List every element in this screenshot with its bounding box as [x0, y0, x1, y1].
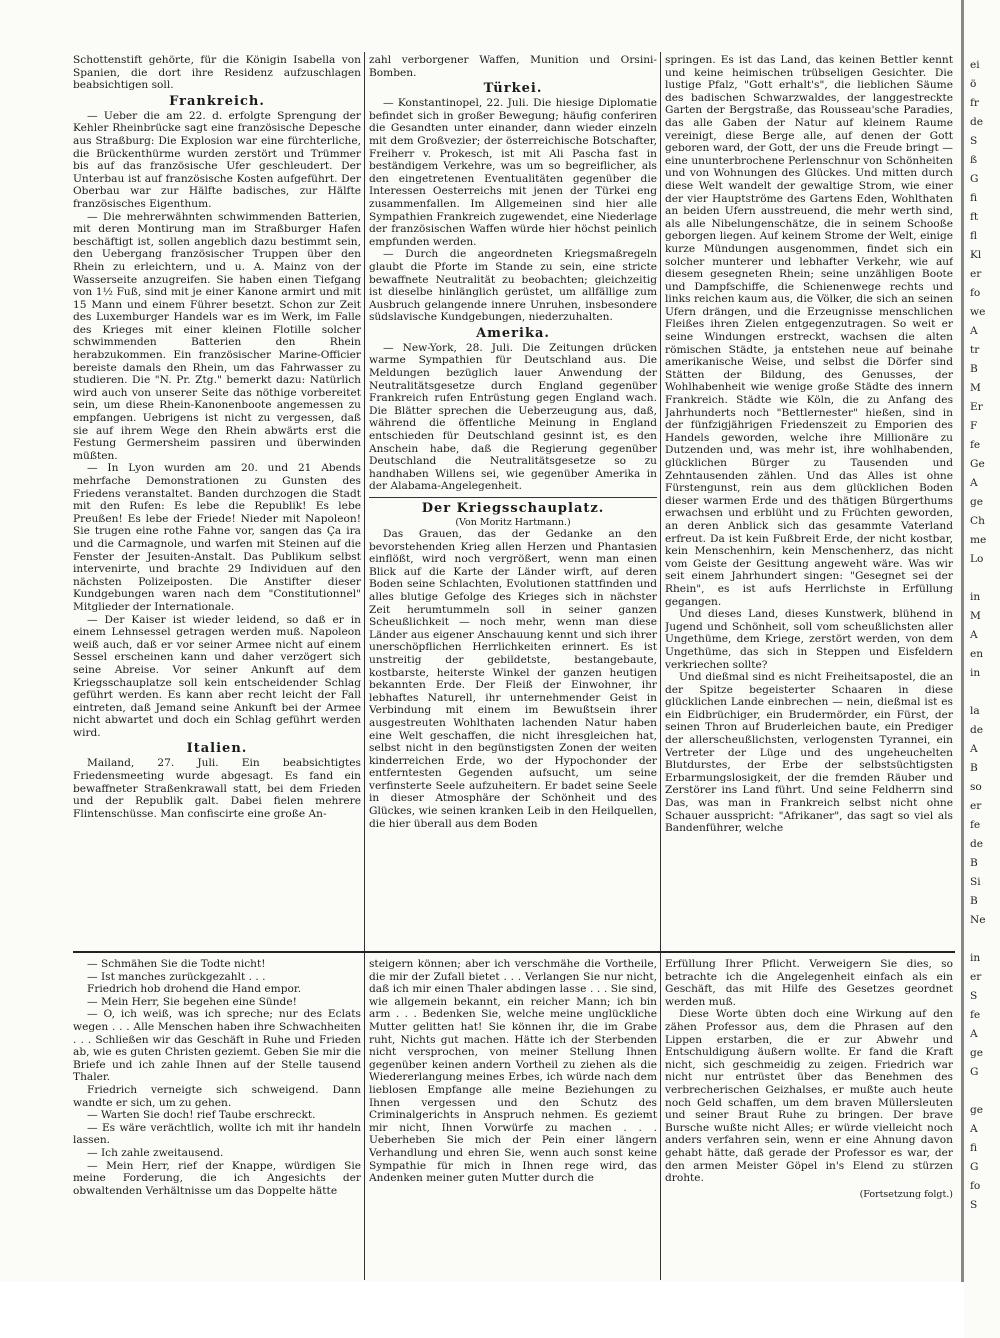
article-text: zahl verborgener Waffen, Munition und Orsini-Bomben. — [369, 54, 657, 79]
adjacent-page-fragment — [964, 0, 1000, 1338]
column-3 — [665, 54, 953, 937]
article-text: springen. Es ist das Land, das keinen Bettler kennt und keine heimischen trübseligen Gesichter. Die lustige Pfalz, "Gott erhalt's", die lieblichen Säume des badischen Schwarzwaldes, der langgestreckte Garten der Bergstraße, das Rousseau'sche Paradies, das alle Gaben der Natur auf kleinem Raume vereinigt, diese Berge alle, auf denen der Gott geboren ward, der Gott, der uns die Freude bringt — eine ununterbrochene Perlenschnur von Schönheiten und von Wohnungen des Glückes. Und mitten durch diese Welt wandelt der gewaltige Strom, wie einer der vier Hauptströme des Gartens Eden, Wohlthaten an beiden Ufern ausstreuend, die mehr werth sind, als alle Nibelungenschätze, die in seinem Schooße geborgen liegen. Auf keinem Strome der Welt, einige kurze Mündungen ausgenommen, findet sich ein solcher munterer und lebhafter Verkehr, wie auf diesem gesegneten Rhein; seine unzähligen Boote und Dampfschiffe, die Schienenwege rechts und links reichen kaum aus, die Völker, die sich an seinen Ufern drängen, und die Erzeugnisse menschlichen Fleißes ihren Zielen entgegenzutragen. So weit er seine Windungen erstreckt, wachsen die alten römischen Städte, ja entstehen neue auf beinahe amerikanische Weise, und selbst die Dörfer sind Stätten der Bildung, des Genusses, der Wohlhabenheit wie wenige große Städte des innern Frankreich. Städte wie Köln, die zu Anfang des Jahrhunderts noch "Bettlernester" hießen, sind in der fünfzigjährigen Friedenszeit zu Emporien des Handels geworden, welche ihre Millionäre zu Dutzenden und, was mehr ist, ihre wohlhabenden, glücklichen Bürger zu Tausenden und Zehntausenden zählen. Und das Alles ist ohne Fürstengunst, rein aus dem glücklichen Boden dieser warmen Erde und des thätigen Bürgerthums erwachsen und erblüht und zu Früchten geworden, an deren Anblick sich das gesammte Vaterland erfreut. Da ist kein Fußbreit Erde, der nicht kostbar, kein Menschenhirn, kein Menschenherz, das nicht vom Geiste der Gesittung angeweht wäre. Was wir seit einem Jahrhundert singen: "Gesegnet sei der Rhein", es ist aufs Herrlichste in Erfüllung gegangen. — [665, 54, 953, 608]
adjacent-page-line: B — [970, 895, 978, 907]
adjacent-page-line: S — [970, 135, 978, 147]
article-text: Mailand, 27. Juli. Ein beabsichtigtes Friedensmeeting wurde abgesagt. Es fand ein bewaffneter Straßenkrawall statt, bei dem Frieden und der Republik galt. Dabei fielen mehrere Flintenschüsse. Man confiscirte eine große An- — [73, 757, 361, 820]
adjacent-page-line: Ch — [970, 515, 985, 527]
adjacent-page-line: S — [970, 990, 978, 1002]
article-text: — Die mehrerwähnten schwimmenden Batterien, mit deren Montirung man im Straßburger Hafen beschäftigt ist, sollen angeblich dazu bestimmt sein, den Uebergang französischer Truppen über den Rhein zu erleichtern, und u. A. Mainz von der Wasserseite anzugreifen. Sie haben einen Tiefgang von 1½ Fuß, sind mit je einer Kanone armirt und mit 15 Mann und einem Führer besetzt. Schon zur Zeit des Luxemburger Handels war es im Werk, im Falle des Krieges mit einer kleinen Flotille solcher schwimmenden Batterien den Rhein herabzukommen. Ein französischer Marine-Officier bereiste damals den Rhein, um das Fahrwasser zu studieren. Die "N. Pr. Ztg." bemerkt dazu: Natürlich wird auch von unserer Seite das nöthige vorbereitet sein, um diese Rhein-Kanonenboote angemessen zu empfangen. Uebrigens ist nicht zu vergessen, daß sie auf ihrem Wege den Rhein abwärts erst die Festung Germersheim passiren und überwinden müßten. — [73, 210, 361, 462]
adjacent-page-line: B — [970, 762, 978, 774]
adjacent-page-line: fi — [970, 1142, 978, 1154]
adjacent-page-line: Kl — [970, 249, 982, 261]
adjacent-page-line: la — [970, 705, 980, 717]
article-text: — Der Kaiser ist wieder leidend, so daß er in einem Lehnsessel getragen werden muß. Napoleon weiß auch, daß er vor seiner Armee nicht auf einem Sessel erscheinen kann und daher verzögert sich seine Abreise. Vor seiner Ankunft auf dem Kriegsschauplatze soll kein entscheidender Schlag geführt werden. Es kann aber recht leicht der Fall eintreten, daß Jemand seine Ankunft bei der Armee nicht abwartet und doch ein Schlag geführt werden wird. — [73, 613, 361, 739]
adjacent-page-line: en — [970, 648, 984, 660]
adjacent-page-line: G — [970, 1066, 979, 1078]
adjacent-page-line: M — [970, 382, 981, 394]
article-text: — Durch die angeordneten Kriegsmaßregeln glaubt die Pforte im Stande zu sein, eine stricte bewaffnete Neutralität zu beobachten; gleichzeitig ist dieselbe hinlänglich gerüstet, um allfällige zum Ausbruch gelangende innere Unruhen, insbesondere südslavische Kundgebungen, niederzuhalten. — [369, 248, 657, 324]
section-heading-tuerkei: Türkei. — [483, 81, 543, 97]
article-divider — [369, 497, 657, 498]
feuilleton-text: — Ist manches zurückgezahlt . . . — [87, 970, 266, 983]
column-rule — [660, 52, 661, 1280]
article-text: — Ueber die am 22. d. erfolgte Sprengung der Kehler Rheinbrücke sagt eine französische Depesche aus Straßburg: Die Explosion war eine fürchterliche, die Brückenthürme wurden zerstört und Trümmer bis auf das französische Ufer geschleudert. Der Unterbau ist auf französische Kosten aufgeführt. Der Oberbau war zur Hälfte badisches, zur Hälfte französisches Eigenthum. — [73, 109, 361, 210]
adjacent-page-line: F — [970, 420, 978, 432]
adjacent-page-line: ge — [970, 496, 984, 508]
adjacent-page-line: Er — [970, 401, 983, 413]
section-heading-frankreich: Frankreich. — [169, 93, 265, 109]
adjacent-page-line: S — [970, 1199, 978, 1211]
article-text: — New-York, 28. Juli. Die Zeitungen drücken warme Sympathien für Deutschland aus. Die Meldungen bezüglich lauer Anwendung der Neutralitätsgesetze durch England gegenüber Frankreich rufen Entrüstung gegen England wach. Die Blätter sprechen die Ueberzeugung aus, daß, während die öffentliche Meinung in England entschieden für Deutschland gesinnt ist, es den Anschein habe, daß die Regierung gegenüber Deutschland die Neutralitätsgesetze so zu handhaben Willens sei, wie gegenüber Amerika in der Alabama-Angelegenheit. — [369, 341, 657, 493]
adjacent-page-line: ö — [970, 78, 977, 90]
feuilleton-column-2 — [369, 958, 657, 1278]
adjacent-page-line: er — [970, 800, 982, 812]
section-heading-italien: Italien. — [186, 741, 248, 757]
section-heading-amerika: Amerika. — [476, 325, 550, 341]
adjacent-page-line: fe — [970, 1009, 981, 1021]
adjacent-page-line: A — [970, 743, 978, 755]
adjacent-page-line: de — [970, 838, 984, 850]
continuation-note: (Fortsetzung folgt.) — [859, 1188, 953, 1200]
feuilleton-text: — Warten Sie doch! rief Taube erschreckt. — [87, 1109, 316, 1122]
feuilleton-text: — Ich zahle zweitausend. — [87, 1146, 224, 1159]
adjacent-page-line — [964, 930, 1000, 949]
adjacent-page-line: Si — [970, 876, 981, 888]
feuilleton-text: — O, ich weiß, was ich spreche; nur des Eclats wegen . . . Alle Menschen haben ihre Schwachheiten . . . Schließen wir das Geschäft in Ruhe und Frieden ab, wie es guten Christen geziemt. Geben Sie mir die Briefe und ich zahle Ihnen auf der Stelle tausend Thaler. — [73, 1008, 361, 1084]
adjacent-page-line: A — [970, 1028, 978, 1040]
adjacent-page-line: A — [970, 1123, 978, 1135]
adjacent-page-line: de — [970, 116, 984, 128]
adjacent-page-line: fe — [970, 819, 981, 831]
adjacent-page-line — [964, 683, 1000, 702]
adjacent-page-line: ft — [970, 211, 979, 223]
adjacent-page-line: me — [970, 534, 987, 546]
article-text: Das Grauen, das der Gedanke an den bevorstehenden Krieg allen Herzen und Phantasien einflößt, wird noch vergrößert, wenn man einen Blick auf die Karte der Länder wirft, auf deren Boden seine Schlachten, Evolutionen stattfinden und alles blutige Gefolge des Krieges sich in nächster Zeit herumtummeln soll in seiner ganzen Scheußlichkeit — noch mehr, wenn man diese Länder aus eigener Anschauung kennt und sich ihrer unerschöpflichen Herrlichkeiten erinnert. Es ist unstreitig der gebildetste, bestangebaute, kostbarste, heiterste Winkel der ganzen heutigen bekannten Erde. Der Fleiß der Einwohner, ihr lebhaftes Naturell, ihr unternehmender Geist in Verbindung mit einem im Bewußtsein ihrer ausgestreuten Wohlthaten lachenden Natur haben eine Welt geschaffen, die nicht ihresgleichen hat, selbst nicht in den begünstigsten Zonen der weiten kinderreichen Erde, wo der Hypochonder der entferntesten Gegenden aufsucht, um seine verfinsterte Seele aufzuheitern. Er badet seine Seele in dieser Atmosphäre der Schönheit und des Glückes, wie seinen kranken Leib in den Heilquellen, die hier überall aus dem Boden — [369, 528, 657, 830]
adjacent-page-line: Lo — [970, 553, 984, 565]
adjacent-page-line: er — [970, 268, 982, 280]
adjacent-page-line: A — [970, 629, 978, 641]
adjacent-page-line: A — [970, 325, 978, 337]
adjacent-page-line: fo — [970, 287, 981, 299]
adjacent-page-line: fe — [970, 439, 981, 451]
column-rule — [364, 52, 365, 1280]
article-text: — Konstantinopel, 22. Juli. Die hiesige Diplomatie befindet sich in großer Bewegung; häufig conferiren die Gesandten unter einander, dann wieder einzeln mit dem Großvezier; der österreichische Botschafter, Freiherr v. Prokesch, ist mit Ali Pascha fast in beständigem Verkehre, was um so begreiflicher, als den eingetretenen Eventualitäten gegenüber die Interessen Oesterreichs mit jenen der Türkei eng zusammenfallen. Im Allgemeinen sind hier alle Sympathien Frankreich zugewendet, eine Niederlage der französischen Waffen würde hier höchst peinlich empfunden werden. — [369, 97, 657, 248]
feuilleton-text: Friedrich hob drohend die Hand empor. — [87, 983, 302, 996]
feuilleton-text: — Schmähen Sie die Todte nicht! — [87, 958, 266, 970]
adjacent-page-line: so — [970, 781, 982, 793]
adjacent-page-line: Ne — [970, 914, 986, 926]
article-text: Und dieses Land, dieses Kunstwerk, blühend in Jugend und Schönheit, soll vom scheußlichsten aller Ungethüme, dem Kriege, zerstört werden, von dem Ungethüme, das sich in Steppen und Eisfeldern verkriechen sollte? — [665, 608, 953, 671]
feuilleton-divider — [73, 951, 955, 953]
article-text: Schottenstift gehörte, für die Königin Isabella von Spanien, die dort ihre Residenz aufzuschlagen beabsichtigen soll. — [73, 54, 361, 92]
feuilleton-column-1 — [73, 958, 361, 1278]
adjacent-page-line: in — [970, 591, 981, 603]
adjacent-page-line: er — [970, 971, 982, 983]
feuilleton-text: Diese Worte übten doch eine Wirkung auf den zähen Professor aus, dem die Phrasen auf den Lippen erstarben, die er zur Abwehr und Entschuldigung äußern wollte. Er fand die Kraft nicht, sich geschmeidig zu zeigen. Friedrich war nicht nur entrüstet über das Benehmen des verbrecherischen Geizhalses, er mußte auch heute noch Geld schaffen, um dem braven Müllersleuten und seiner Braut Ruhe zu bringen. Der brave Bursche wußte nicht Alles; er würde vielleicht noch anders verfahren sein, wenn er eine Ahnung davon gehabt hätte, daß gerade der Professor es war, der den armen Meister Göpel in's Elend zu stürzen drohte. — [665, 1008, 953, 1185]
column-2 — [369, 54, 657, 937]
adjacent-page-line: in — [970, 952, 981, 964]
adjacent-page-line: fl — [970, 230, 978, 242]
adjacent-page-line: B — [970, 363, 978, 375]
adjacent-page-line: in — [970, 667, 981, 679]
feuilleton-text: steigern können; aber ich verschmähe die Vortheile, die mir der Zufall bietet . . . Verlangen Sie nur nicht, daß ich mir einen Thaler abdingen lasse . . . Sie sind, wie allgemein bekannt, ein reicher Mann; ich bin arm . . . Bedenken Sie, welche meine unglückliche Mutter gelitten hat! Sie können ihr, die im Grabe ruht, Nichts gut machen. Hätte ich der Sterbenden nicht versprochen, von meiner Stellung Ihnen gegenüber keinen andern Vortheil zu ziehen als die Wiedererlangung meines Erbes, ich würde nach dem lieblosen Empfange alle meine Beziehungen zu Ihnen vergessen und den Schutz des Criminalgerichts in Anspruch nehmen. Es geziemt mir nicht, Ihnen Vorwürfe zu machen . . . Ueberheben Sie mich der Pein einer längern Verhandlung und ehren Sie, wenn auch sonst keine Sympathie für mich in Ihnen rege wird, das Andenken meiner guten Mutter durch die — [369, 958, 657, 1185]
adjacent-page-line: tr — [970, 344, 980, 356]
adjacent-page-line: A — [970, 477, 978, 489]
adjacent-page-line: ge — [970, 1047, 984, 1059]
feuilleton-text: Erfüllung Ihrer Pflicht. Verweigern Sie dies, so betrachte ich die Angelegenheit einfach als ein Geschäft, das mit Hilfe des Gesetzes geordnet werden muß. — [665, 958, 953, 1008]
adjacent-page-line: G — [970, 173, 979, 185]
feuilleton-text: Friedrich verneigte sich schweigend. Dann wandte er sich, um zu gehen. — [73, 1083, 361, 1109]
adjacent-page-line: de — [970, 724, 984, 736]
adjacent-page-line: ei — [970, 59, 980, 71]
article-text: Und dießmal sind es nicht Freiheitsapostel, die an der Spitze begeisterter Schaaren in diese glücklichen Lande einbrechen — nein, dießmal ist es ein Eidbrüchiger, ein Brudermörder, ein Fürst, der seinen Thron auf Bruderleichen baute, ein Prediger der allerscheußlichsten, verlogensten Tyrannei, ein Vertreter der Lüge und des ungeheuchelten Blutdurstes, der Erbe der selbstsüchtigsten Erbarmungslosigkeit, der die fremden Räuber und Zerstörer ins Land führt. Und seine Feldherrn sind Das, was man in Frankreich selbst nicht ohne Schauer ausspricht: "Afrikaner", das sagt so viel als Bandenführer, welche — [665, 671, 953, 835]
article-author: (Von Moritz Hartmann.) — [455, 517, 571, 528]
adjacent-page-line: fo — [970, 1180, 981, 1192]
adjacent-page-line: B — [970, 857, 978, 869]
adjacent-page-line: we — [970, 306, 986, 318]
adjacent-page-line: ge — [970, 1104, 984, 1116]
adjacent-page-line: fr — [970, 97, 979, 109]
feuilleton-text: — Es wäre verächtlich, wollte ich mit ihr handeln lassen. — [73, 1121, 361, 1147]
adjacent-page-line: Ge — [970, 458, 985, 470]
feuilleton-column-3 — [665, 958, 953, 1278]
adjacent-page-line: M — [970, 610, 981, 622]
adjacent-page-line: fi — [970, 192, 978, 204]
article-title-kriegsschauplatz: Der Kriegsschauplatz. — [421, 501, 605, 516]
feuilleton-text: — Mein Herr, Sie begehen eine Sünde! — [87, 995, 297, 1008]
adjacent-page-line: G — [970, 1161, 979, 1173]
feuilleton-text: — Mein Herr, rief der Knappe, würdigen Sie meine Forderung, die ich Angesichts der obwaltenden Verhältnisse um das Doppelte hätte — [73, 1159, 361, 1197]
adjacent-page-line: ß — [970, 154, 978, 166]
column-1 — [73, 54, 361, 937]
article-text: — In Lyon wurden am 20. und 21 Abends mehrfache Demonstrationen zu Gunsten des Friedens veranstaltet. Banden durchzogen die Stadt mit den Rufen: Es lebe die Republik! Es lebe Preußen! Es lebe der Friede! Nieder mit Napoleon! Sie trugen eine rothe Fahne vor, sangen das Ça ira und die Carmagnole, und warfen mit Steinen auf die Fenster der Jesuiten-Anstalt. Das Publikum selbst intervenirte, und brachte 29 Individuen auf den nächsten Polizeiposten. Die Anstifter dieser Kundgebungen waren nach dem "Constitutionnel" Mitglieder der Internationale. — [73, 462, 361, 613]
adjacent-page-line — [964, 1082, 1000, 1101]
adjacent-page-line — [964, 569, 1000, 588]
